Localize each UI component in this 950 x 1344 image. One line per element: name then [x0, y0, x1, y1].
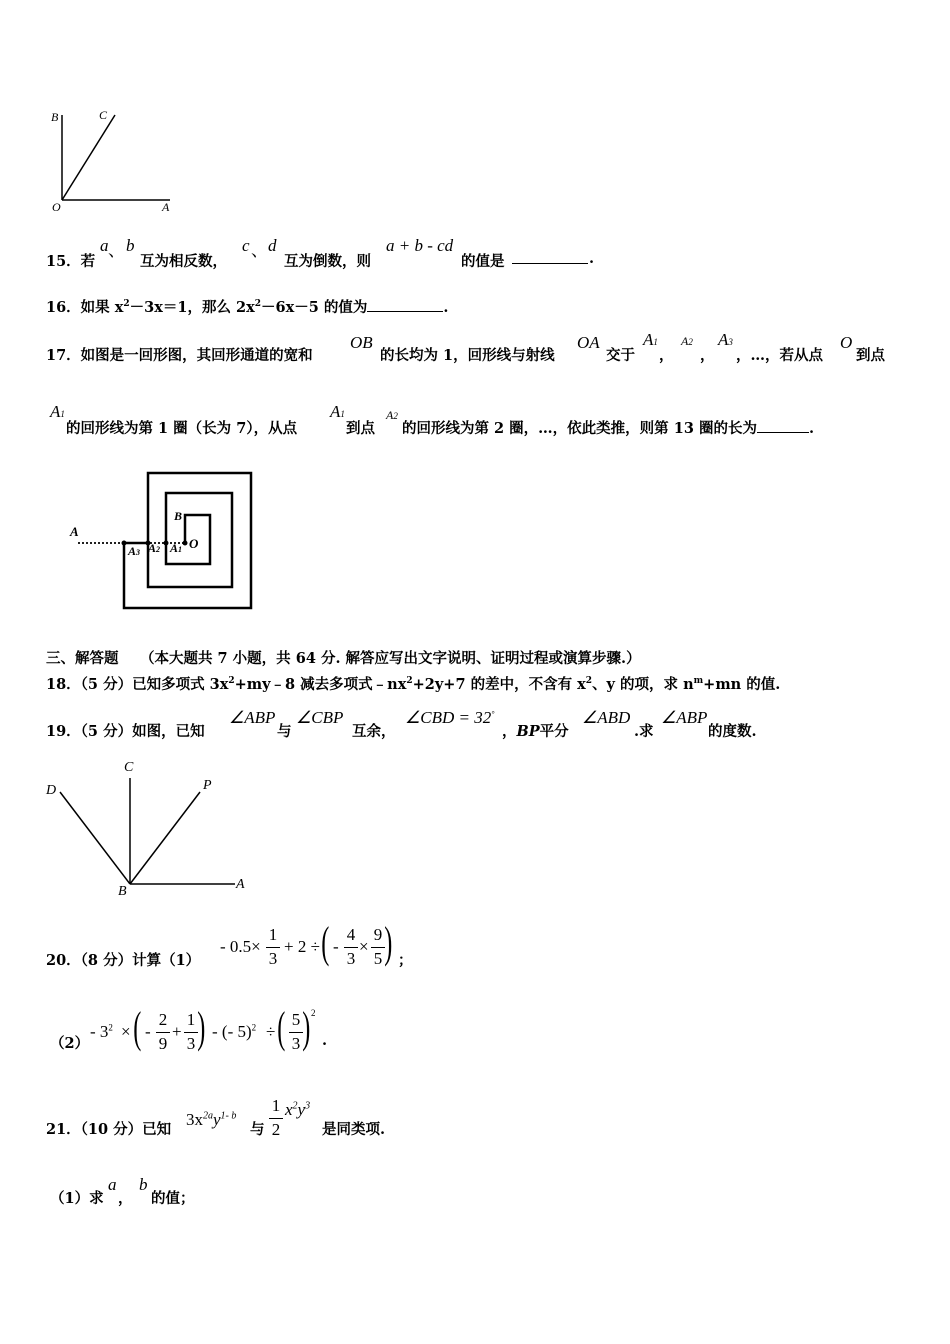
question-20	[0, 918, 950, 985]
question-16	[0, 290, 950, 330]
label-A: A	[236, 877, 245, 892]
q20-part2-label: （2）	[50, 1035, 90, 1052]
spiral-diagram	[60, 465, 270, 615]
answer-blank	[757, 422, 809, 433]
answer-blank	[367, 301, 443, 312]
q15-text-3: 的值是	[461, 253, 505, 270]
q15-number: 15．若	[46, 253, 96, 270]
question-21-part-1	[0, 1175, 950, 1215]
q19-text-5: .求	[634, 723, 654, 740]
angle-CBP: ∠CBP	[296, 708, 344, 727]
angle-ABP: ∠ABP	[229, 708, 276, 727]
divide: ÷	[266, 1022, 276, 1041]
spiral-label-B: B	[174, 509, 183, 523]
label-P: P	[203, 778, 212, 793]
var-a: a	[100, 236, 109, 255]
frac-num: 4	[346, 925, 356, 944]
q18-text: 18．（5 分）已知多项式 $3x^2+my﹣8$ 减去多项式$﹣nx^2+2y+7$ 的差中，不含有 $x^2$、y 的项，求 $n^m+mn$ 的值.	[46, 676, 781, 693]
angle-CBD-value: ∠CBD = 32°	[405, 708, 495, 727]
section-desc: （本大题共 7 小题，共 64 分. 解答应写出文字说明、证明过程或演算步骤.）	[140, 650, 641, 667]
seg-OB: OB	[350, 333, 373, 352]
spiral-label-A2: A2	[148, 541, 161, 555]
frac-num: 2	[158, 1010, 168, 1029]
frac-bar	[266, 947, 280, 948]
point-A2: A2	[386, 408, 398, 422]
label-O: O	[52, 200, 61, 214]
frac-den: 3	[186, 1034, 196, 1053]
q17-text-5: 到点	[856, 347, 885, 364]
frac-num: 1	[271, 1096, 281, 1115]
answer-blank	[512, 253, 588, 264]
comma: ，	[659, 347, 674, 364]
q17-text-2: 的长均为 1，回形线与射线	[380, 347, 555, 364]
left-paren: (	[277, 1003, 286, 1052]
var-d: d	[268, 236, 277, 255]
frac-den: 5	[373, 949, 383, 968]
q16-text: 16．如果 $x^2-3x=1$，那么 $2x^2-6x-5$ 的值为 .	[46, 299, 449, 316]
left-paren: (	[321, 918, 330, 967]
q21-and: 与	[250, 1121, 265, 1138]
expr-part: + 2 ÷	[284, 937, 320, 956]
q15-text-1: 互为相反数，	[140, 253, 227, 270]
q17-text-8: 的回形线为第 2 圈，…，依此类推，则第 13 圈的长为 .	[402, 420, 815, 437]
var-a: a	[108, 1175, 117, 1194]
left-paren: (	[133, 1003, 142, 1052]
var-b: b	[139, 1175, 148, 1194]
sep: 、	[108, 241, 125, 260]
bisector-diagram	[40, 760, 260, 900]
spiral-label-A1: A1	[170, 541, 183, 555]
point-A1: A1	[50, 402, 65, 421]
question-20-part-2	[0, 1003, 950, 1068]
ray-OA: OA	[577, 333, 600, 352]
point-O: O	[840, 333, 853, 352]
point-A2: A2	[681, 334, 693, 348]
point-A1: A1	[330, 402, 345, 421]
expr-part: - 0.5×	[220, 937, 261, 956]
section-title: 三、解答题	[46, 650, 119, 667]
comma: ，	[700, 347, 715, 364]
q19-text-6: 的度数.	[708, 723, 757, 740]
q17-text-3: 交于	[606, 347, 635, 364]
minus: -	[333, 937, 339, 956]
label-B: B	[51, 110, 59, 124]
angle-ABP: ∠ABP	[661, 708, 708, 727]
frac-den: 2	[271, 1120, 281, 1139]
expr-a-b-cd: a + b - cd	[386, 236, 454, 255]
q17-text-1: 17．如图是一回形图，其回形通道的宽和	[46, 347, 313, 364]
angle-ABD: ∠ABD	[582, 708, 631, 727]
q19-text-1: 19．（5 分）如图，已知	[46, 723, 205, 740]
section-3-header	[0, 645, 950, 667]
question-17-line-2	[0, 402, 950, 448]
q21-part1-text: 的值；	[151, 1190, 195, 1207]
q17-text-6: 的回形线为第 1 圈（长为 7），从点	[66, 420, 298, 437]
frac-num: 9	[373, 925, 383, 944]
point-A1: A1	[643, 330, 658, 349]
frac-bar	[156, 1032, 170, 1033]
frac-num: 1	[186, 1010, 196, 1029]
label-C: C	[124, 760, 134, 775]
frac-bar	[371, 947, 385, 948]
expr-part: - (- 5)$^2$	[212, 1022, 257, 1041]
right-paren: )	[384, 918, 393, 967]
q21-text-2: 是同类项.	[322, 1121, 386, 1138]
spiral-label-A3: A3	[128, 544, 141, 558]
exponent: 2	[311, 1008, 316, 1018]
frac-den: 9	[158, 1034, 168, 1053]
label-A: A	[162, 200, 170, 214]
times: ×	[121, 1022, 131, 1041]
label-B: B	[118, 884, 127, 899]
right-paren: )	[302, 1003, 311, 1052]
frac-bar	[289, 1032, 303, 1033]
q17-text-4: ，…，若从点	[736, 347, 823, 364]
var-b: b	[126, 236, 135, 255]
right-paren: )	[197, 1003, 206, 1052]
q21-part1-label: （1）求	[50, 1190, 104, 1207]
label-C: C	[99, 108, 108, 122]
spiral-label-A: A	[70, 524, 79, 539]
question-21	[0, 1092, 950, 1152]
monomial-1: $3x^{2a}y^{1- b}$	[186, 1110, 237, 1129]
frac-bar	[269, 1118, 283, 1119]
question-15	[0, 236, 950, 282]
sep: 、	[251, 241, 268, 260]
q15-end: .	[589, 250, 595, 267]
frac-den: 3	[268, 949, 278, 968]
question-18	[0, 671, 950, 695]
semicolon: ；	[398, 952, 413, 969]
q21-text: 21．（10 分）已知	[46, 1121, 172, 1138]
comma: ，	[118, 1190, 133, 1207]
frac-den: 3	[291, 1034, 301, 1053]
question-19	[0, 708, 950, 752]
q19-text-3: 互余，	[352, 723, 396, 740]
frac-num: 1	[268, 925, 278, 944]
frac-bar	[184, 1032, 198, 1033]
times: ×	[359, 937, 369, 956]
q20-text: 20．（8 分）计算（1）	[46, 952, 201, 969]
spiral-label-O: O	[189, 536, 199, 551]
q19-text-2: 与	[277, 723, 292, 740]
plus: +	[172, 1022, 182, 1041]
label-D: D	[46, 783, 57, 798]
q19-text-4: ，BP平分	[502, 723, 569, 740]
question-17	[0, 330, 950, 376]
q17-text-7: 到点	[346, 420, 375, 437]
monomial-2: $x^2y^3$	[285, 1100, 311, 1119]
minus: -	[145, 1022, 151, 1041]
frac-bar	[344, 947, 358, 948]
var-c: c	[242, 236, 250, 255]
period: .	[322, 1032, 328, 1049]
q15-text-2: 互为倒数，则	[284, 253, 371, 270]
frac-num: 5	[291, 1010, 301, 1029]
point-A3: A3	[718, 330, 733, 349]
expr-part: - $3^2$	[90, 1022, 113, 1041]
frac-den: 3	[346, 949, 356, 968]
